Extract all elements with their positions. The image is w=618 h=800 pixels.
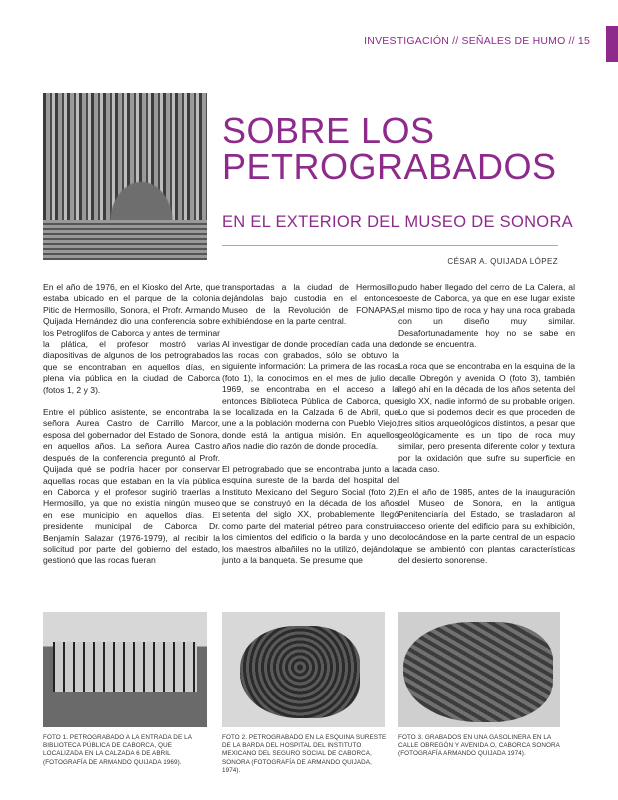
title-line-2: PETROGRABADOS <box>222 146 557 187</box>
paragraph: Entre el público asistente, se encontraba la señora Aurea Castro de Carrillo Marcor, esposa del gobernador del Estado de Sonora, en aquellos años. La señora Aurea Castro después de la conferencia preguntó al Profr. Quijada qué se podría hacer por conservar aquellas rocas que estaban en la vía pública en Caborca y el profesor sugirió traerlas a Hermosillo, ya que no existía ningún museo en ese municipio en aquellos días. El presidente municipal de Caborca Dr. Benjamín Salazar (1976-1979), al recibir la solicitud por parte del gobierno del estado, gestionó que las rocas fueran <box>43 407 220 566</box>
photo-1-petroglyph-library <box>43 612 207 727</box>
page-title <box>222 110 582 187</box>
running-head: INVESTIGACIÓN // SEÑALES DE HUMO // 15 <box>364 35 590 47</box>
divider <box>222 245 558 246</box>
subtitle: EN EL EXTERIOR DEL MUSEO DE SONORA <box>222 213 573 231</box>
photo-2-petroglyph-hospital <box>222 612 385 727</box>
paragraph: En el año de 1985, antes de la inauguración del Museo de Sonora, en la antigua Penitenciaría del Estado, se trasladaron al acceso oriente del edificio para su exhibición, colocándose en la parte central de un espacio que se ambientó con plantas características del desierto sonorense. <box>398 486 575 565</box>
photo-3-petroglyph-gas-station <box>398 612 560 727</box>
cactus-garden-photo <box>43 93 207 260</box>
paragraph: Al investigar de donde procedían cada una de las rocas con grabados, sólo se obtuvo la siguiente información: La primera de las rocas (foto 1), la conocimos en el mes de julio de 1969, se encontraba en el acceso a la entonces Biblioteca Pública de Caborca, que se localizada en la Calzada 6 de Abril, que une a la población moderna con Pueblo Viejo, donde está la antigua misión. En aquellos años nadie dio razón de donde procedía. <box>222 338 399 452</box>
photo-2-caption: FOTO 2. PETROGRABADO EN LA ESQUINA SURESTE DE LA BARDA DEL HOSPITAL DEL INSTITUTO MEXICANO DEL SEGURO SOCIAL DE CABORCA, SONORA (FOTOGRAFÍA DE ARMANDO QUIJADA, 1974). <box>222 734 387 774</box>
author-byline: CÉSAR A. QUIJADA LÓPEZ <box>447 257 558 266</box>
paragraph: El petrograbado que se encontraba junto a la esquina sureste de la barda del hospital del Instituto Mexicano del Seguro Social (foto 2), que se construyó en la década de los años setenta del siglo XX, probablemente llegó como parte del material pétreo para construir los cimientos del edificio o la barda y uno de los maestros albañiles no la utilizó, dejándola junto a la banqueta. Se presume que <box>222 463 399 565</box>
paragraph: pudo haber llegado del cerro de La Calera, al oeste de Caborca, ya que en ese lugar existe el mismo tipo de roca y hay una roca grabada con un diseño muy similar. Desafortunadamente hoy no se sabe en donde se encuentra. <box>398 282 575 350</box>
paragraph: transportadas a la ciudad de Hermosillo, dejándolas bajo custodia en el entonces Museo de la Revolución de FONAPAS, exhibiéndose en la parte central. <box>222 282 399 327</box>
photo-1-caption: FOTO 1. PETROGRABADO A LA ENTRADA DE LA BIBLIOTECA PÚBLICA DE CABORCA, QUE LOCALIZADA EN LA CALZADA 6 DE ABRIL (FOTOGRAFÍA DE ARMANDO QUIJADA 1969). <box>43 734 192 766</box>
paragraph: La roca que se encontraba en la esquina de la calle Obregón y avenida O (foto 3), también llegó ahí en la década de los años setenta del siglo XX, nadie informó de su probable origen. Lo que si podemos decir es que proceden de tres sitios arqueológicos distintos, a pesar que geológicamente es un tipo de roca muy similar, pero presenta diferente color y textura por la oxidación que sufre su superficie en cada caso. <box>398 361 575 475</box>
text-column-3 <box>398 282 575 577</box>
title-line-1: SOBRE LOS <box>222 110 435 151</box>
accent-bar <box>606 26 618 62</box>
text-column-2 <box>222 282 399 577</box>
paragraph: En el año de 1976, en el Kiosko del Arte, que estaba ubicado en el parque de la colonia Pitic de Hermosillo, Sonora, el Profr. Armando Quijada Hernández dio una conferencia sobre los Petroglifos de Caborca y antes de terminar la plática, el profesor mostró varias diapositivas de algunos de los petrograbados que se encontraban en aquellos días, en plena vía pública en la ciudad de Caborca (fotos 1, 2 y 3). <box>43 282 220 395</box>
text-column-1 <box>43 282 220 578</box>
photo-3-caption: FOTO 3. GRABADOS EN UNA GASOLINERA EN LA CALLE OBREGÓN Y AVENIDA O, CABORCA SONORA (FOTOGRAFÍA ARMANDO QUIJADA 1974). <box>398 734 560 758</box>
